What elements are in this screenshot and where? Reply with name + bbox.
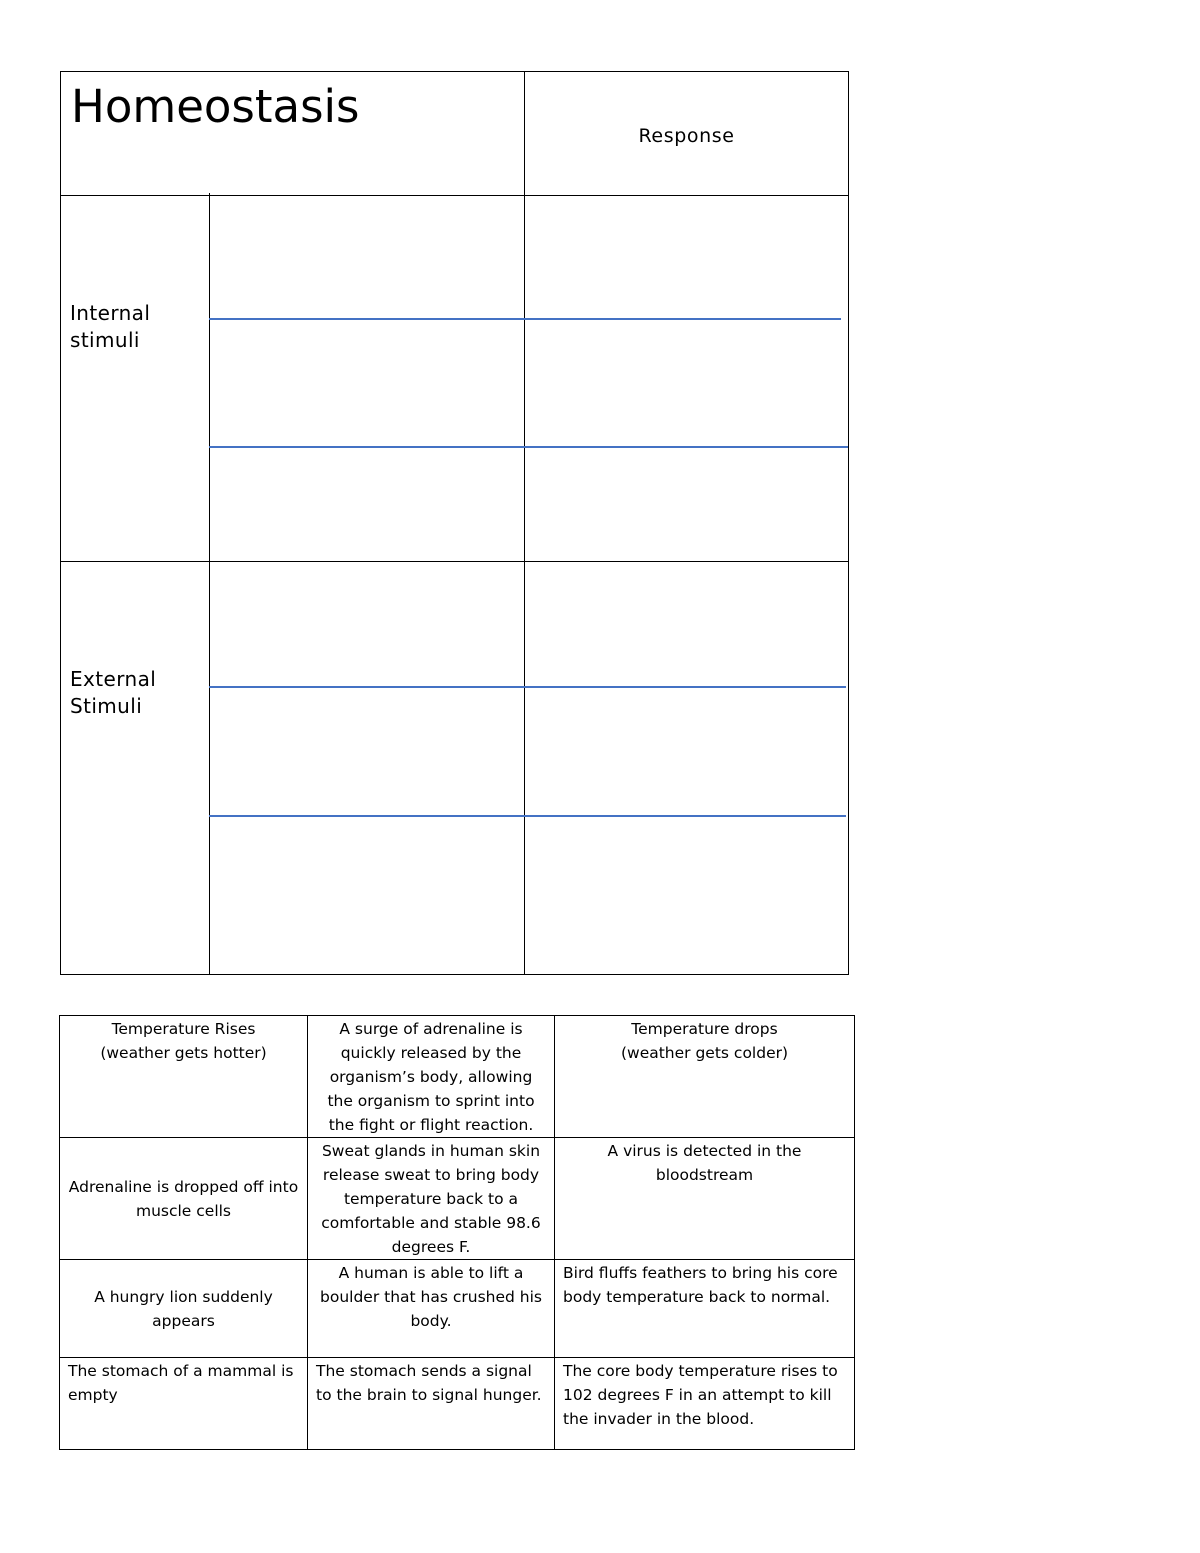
border-top (60, 71, 849, 72)
card-text: A human is able to lift a boulder that has crushed his body. (320, 1264, 542, 1330)
card-stomach-empty[interactable] (60, 1358, 308, 1450)
card-text-line: (weather gets colder) (620, 1044, 789, 1062)
response-header: Response (638, 125, 735, 147)
card-text: Sweat glands in human skin release sweat to bring body temperature back to a comfortable and stable 98.6 degrees F. (321, 1142, 541, 1256)
card-text: The core body temperature rises to 102 degrees F in an attempt to kill the invader in the blood. (563, 1362, 838, 1428)
external-response-cell-1[interactable] (525, 562, 848, 686)
internal-response-cell-2[interactable] (525, 320, 848, 446)
card-text-line: (weather gets hotter) (100, 1044, 267, 1062)
card-text-line: Temperature drops (631, 1020, 778, 1038)
internal-stimulus-cell-3[interactable] (210, 448, 524, 561)
internal-stimuli-label (70, 300, 150, 354)
internal-stimuli-label-line-1: Internal (70, 301, 151, 325)
card-lift-boulder[interactable] (308, 1260, 555, 1358)
card-text: A virus is detected in the bloodstream (607, 1142, 802, 1184)
cut-out-cards-table (59, 1015, 855, 1450)
border-right (848, 71, 849, 975)
card-text: The stomach of a mammal is empty (68, 1362, 294, 1404)
external-response-cell-3[interactable] (525, 817, 848, 974)
internal-stimuli-label-line-2: stimuli (70, 328, 140, 352)
card-text: The stomach sends a signal to the brain to signal hunger. (316, 1362, 542, 1404)
card-stomach-signal[interactable] (308, 1358, 555, 1450)
table-row (60, 1016, 855, 1138)
card-adrenaline-dropped-off[interactable] (60, 1138, 308, 1260)
border-bottom (60, 974, 849, 975)
internal-response-cell-1[interactable] (525, 196, 848, 318)
border-left (60, 71, 61, 975)
external-stimuli-label-line-1: External (70, 667, 157, 691)
external-stimulus-cell-3[interactable] (210, 817, 524, 974)
internal-stimulus-cell-2[interactable] (210, 320, 524, 446)
internal-stimulus-cell-1[interactable] (210, 196, 524, 318)
table-row (60, 1358, 855, 1450)
card-text: A surge of adrenaline is quickly released by the organism’s body, allowing the organism to sprint into the fight or flight reaction. (327, 1020, 535, 1134)
table-row (60, 1260, 855, 1358)
card-virus-detected[interactable] (555, 1138, 855, 1260)
external-stimuli-label (70, 666, 156, 720)
homeostasis-worksheet (60, 71, 849, 975)
card-text-line: Temperature Rises (111, 1020, 256, 1038)
table-row (60, 1138, 855, 1260)
card-text: Adrenaline is dropped off into muscle cells (68, 1178, 299, 1220)
card-fever-response[interactable] (555, 1358, 855, 1450)
internal-response-cell-3[interactable] (525, 448, 848, 561)
card-adrenaline-surge[interactable] (308, 1016, 555, 1138)
card-hungry-lion[interactable] (60, 1260, 308, 1358)
worksheet-title: Homeostasis (71, 80, 360, 133)
card-text: Bird fluffs feathers to bring his core body temperature back to normal. (563, 1264, 838, 1306)
card-sweat-glands[interactable] (308, 1138, 555, 1260)
card-temperature-drops[interactable] (555, 1016, 855, 1138)
external-stimulus-cell-1[interactable] (210, 562, 524, 686)
external-response-cell-2[interactable] (525, 688, 848, 815)
card-bird-fluffs-feathers[interactable] (555, 1260, 855, 1358)
external-stimuli-label-line-2: Stimuli (70, 694, 143, 718)
card-text: A hungry lion suddenly appears (94, 1288, 273, 1330)
card-temperature-rises[interactable] (60, 1016, 308, 1138)
external-stimulus-cell-2[interactable] (210, 688, 524, 815)
